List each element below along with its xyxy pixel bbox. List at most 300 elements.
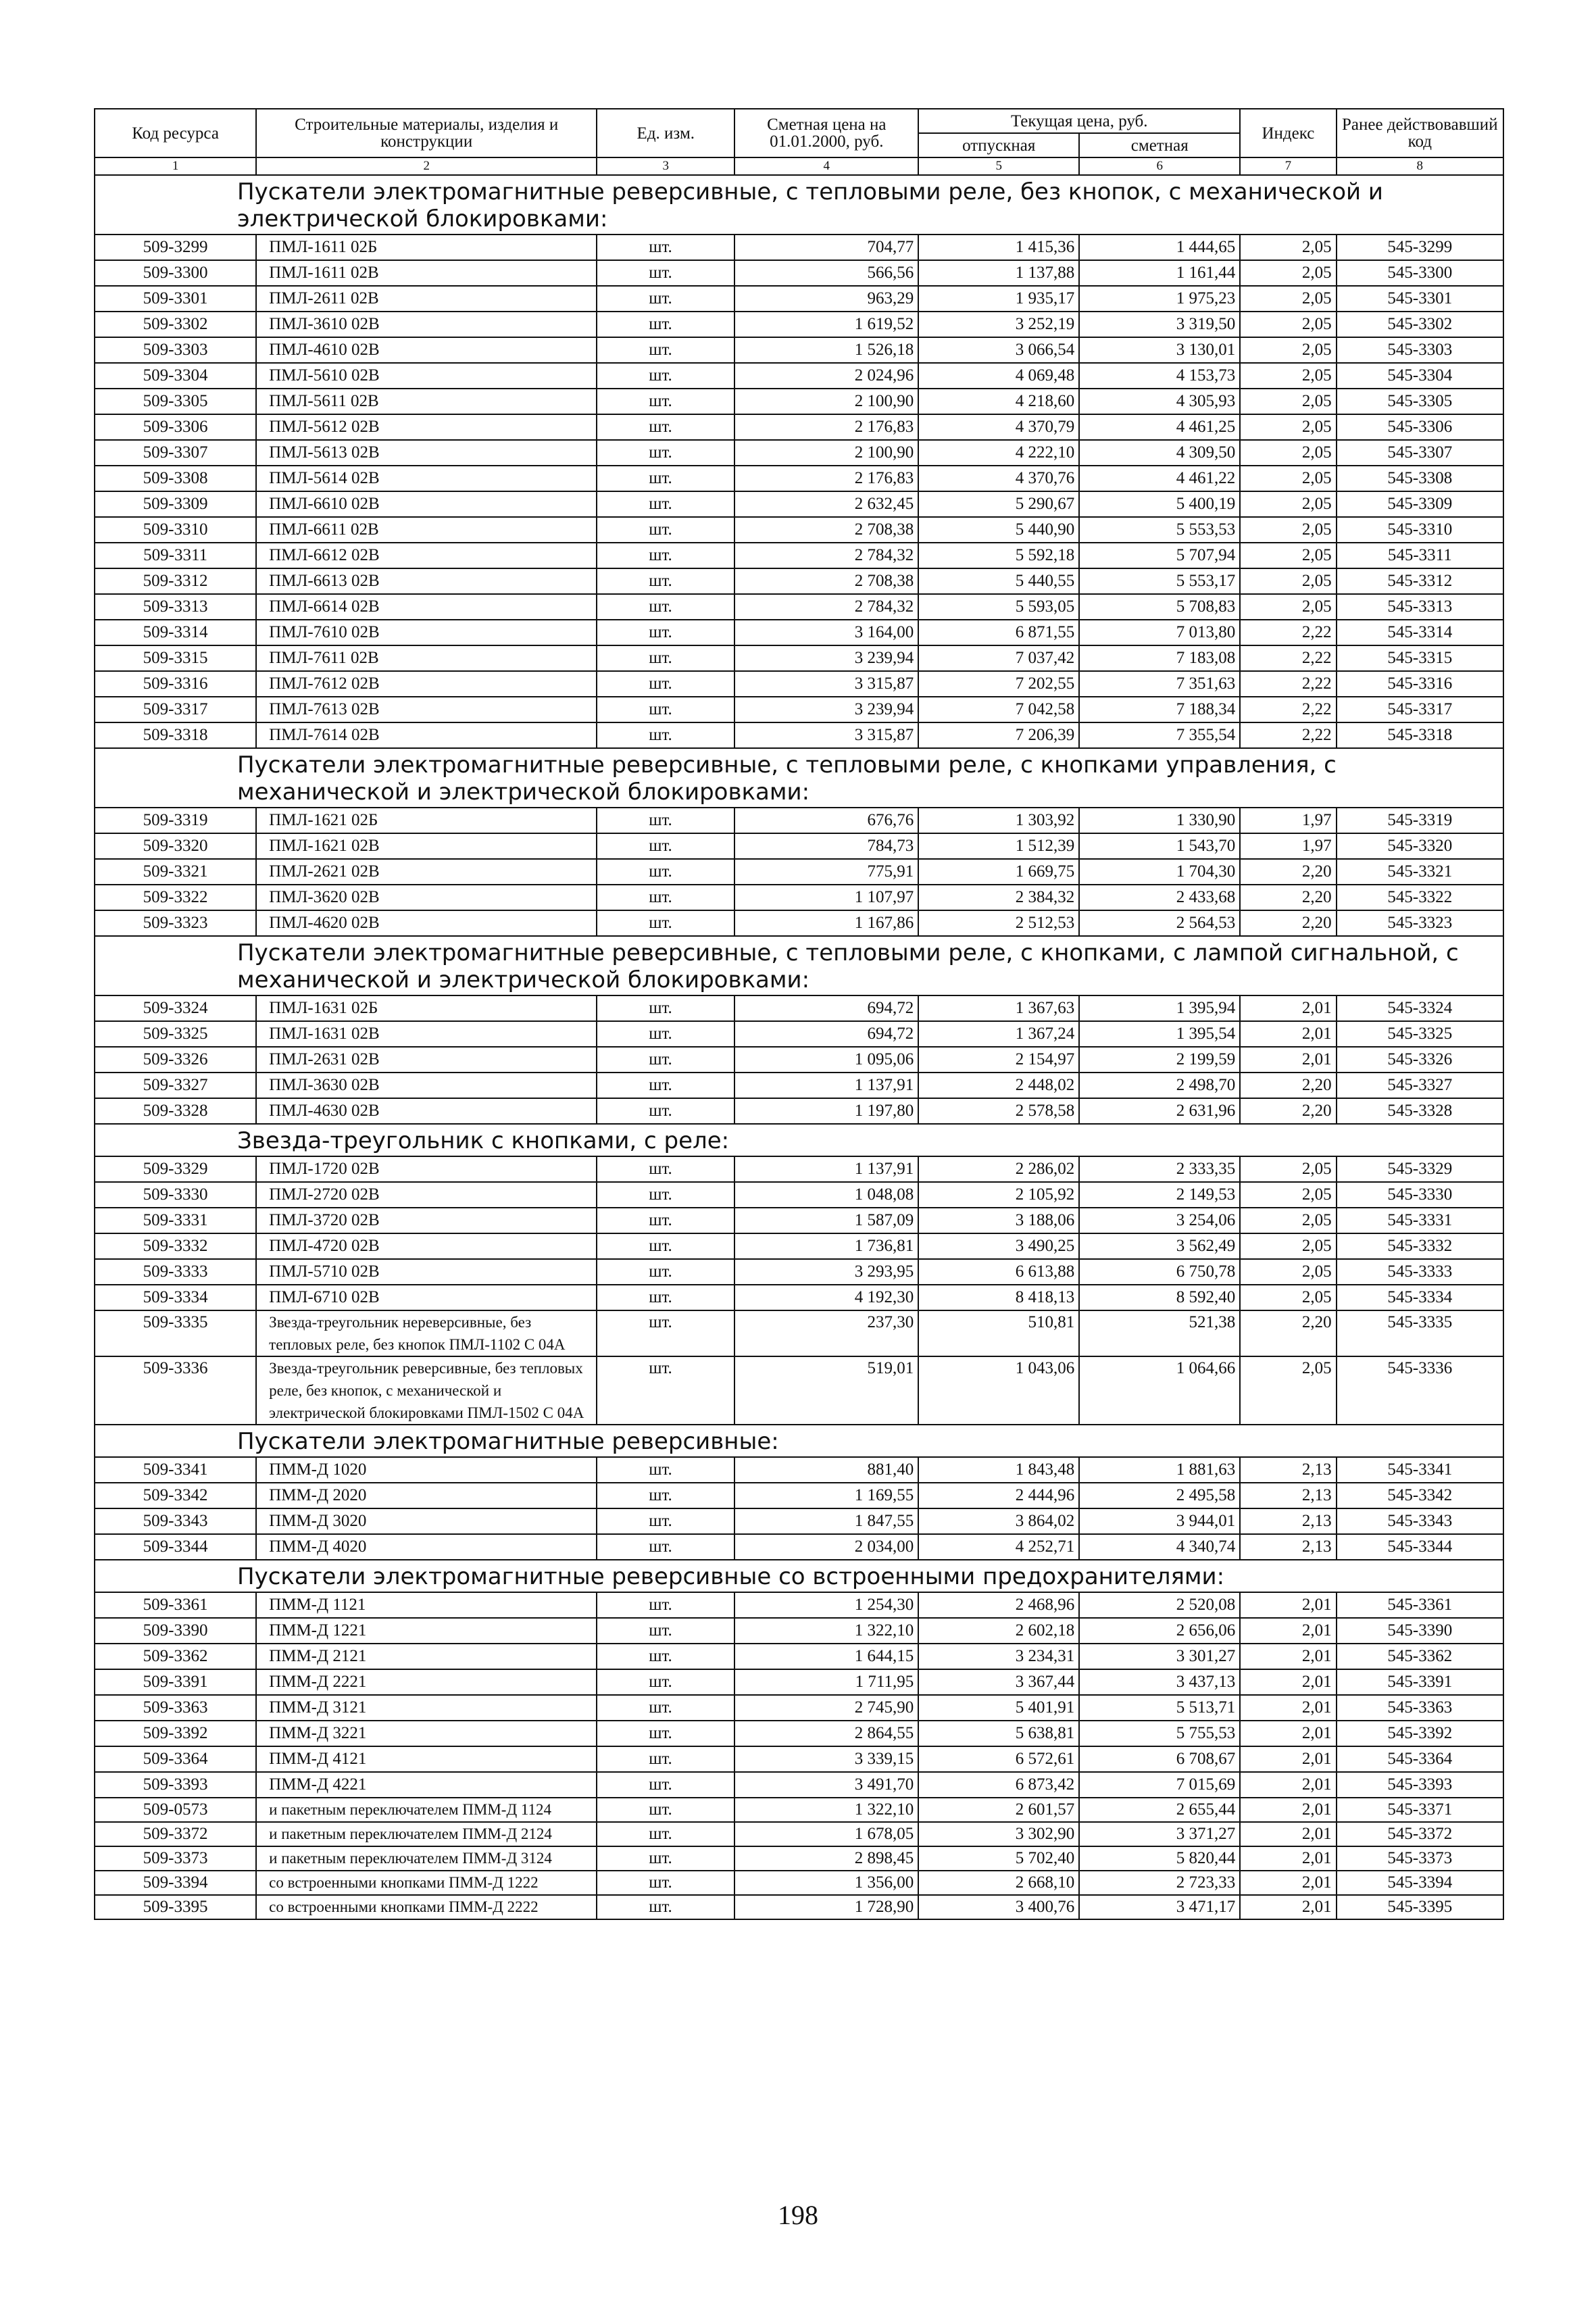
- cell-estimate-price: 2 723,33: [1079, 1871, 1240, 1895]
- cell-unit: шт.: [597, 1098, 734, 1124]
- cell-estimate-price: 2 149,53: [1079, 1182, 1240, 1208]
- cell-name: ПММ-Д 2221: [256, 1669, 597, 1695]
- cell-name: ПМЛ-6613 02В: [256, 568, 597, 594]
- cell-base-price: 2 100,90: [734, 440, 918, 466]
- cell-prev-code: 545-3393: [1337, 1772, 1503, 1798]
- table-row: [95, 337, 1503, 363]
- cell-base-price: 519,01: [734, 1356, 918, 1425]
- cell-name: ПМЛ-5610 02В: [256, 363, 597, 389]
- cell-wholesale-price: 3 490,25: [918, 1233, 1079, 1259]
- cell-index: 2,05: [1240, 1233, 1336, 1259]
- cell-prev-code: 545-3371: [1337, 1798, 1503, 1822]
- cell-base-price: 2 024,96: [734, 363, 918, 389]
- cell-unit: шт.: [597, 1534, 734, 1560]
- cell-index: 2,22: [1240, 671, 1336, 697]
- cell-wholesale-price: 1 303,92: [918, 808, 1079, 833]
- table-row: [95, 286, 1503, 312]
- cell-index: 2,05: [1240, 312, 1336, 337]
- cell-estimate-price: 5 755,53: [1079, 1721, 1240, 1746]
- cell-wholesale-price: 2 444,96: [918, 1483, 1079, 1508]
- cell-prev-code: 545-3343: [1337, 1508, 1503, 1534]
- cell-estimate-price: 2 498,70: [1079, 1073, 1240, 1098]
- cell-wholesale-price: 5 638,81: [918, 1721, 1079, 1746]
- cell-name: ПМЛ-1611 02Б: [256, 235, 597, 260]
- cell-estimate-price: 5 707,94: [1079, 543, 1240, 568]
- cell-base-price: 3 293,95: [734, 1259, 918, 1285]
- cell-wholesale-price: 2 668,10: [918, 1871, 1079, 1895]
- cell-wholesale-price: 510,81: [918, 1310, 1079, 1356]
- cell-base-price: 1 356,00: [734, 1871, 918, 1895]
- cell-unit: шт.: [597, 1182, 734, 1208]
- table-row: [95, 1098, 1503, 1124]
- cell-wholesale-price: 2 105,92: [918, 1182, 1079, 1208]
- cell-index: 2,01: [1240, 1822, 1336, 1846]
- cell-base-price: 1 526,18: [734, 337, 918, 363]
- header-index: Индекс: [1240, 109, 1336, 157]
- cell-index: 2,05: [1240, 1356, 1336, 1425]
- section-title: Пускатели электромагнитные реверсивные, с тепловыми реле, с кнопками управления, с механической и электрической блокировками:: [95, 748, 1503, 808]
- cell-base-price: 1 322,10: [734, 1618, 918, 1644]
- cell-name: ПМЛ-3610 02В: [256, 312, 597, 337]
- cell-unit: шт.: [597, 1798, 734, 1822]
- cell-code: 509-3328: [95, 1098, 256, 1124]
- cell-name: ПМЛ-4620 02В: [256, 910, 597, 936]
- cell-estimate-price: 5 820,44: [1079, 1846, 1240, 1871]
- cell-name: ПМЛ-5612 02В: [256, 414, 597, 440]
- cell-base-price: 1 167,86: [734, 910, 918, 936]
- cell-prev-code: 545-3392: [1337, 1721, 1503, 1746]
- table-row: [95, 543, 1503, 568]
- cell-base-price: 3 164,00: [734, 620, 918, 645]
- cell-wholesale-price: 4 370,79: [918, 414, 1079, 440]
- table-row: [95, 1021, 1503, 1047]
- cell-unit: шт.: [597, 910, 734, 936]
- cell-base-price: 2 708,38: [734, 568, 918, 594]
- cell-prev-code: 545-3305: [1337, 389, 1503, 414]
- table-row: [95, 260, 1503, 286]
- cell-estimate-price: 3 944,01: [1079, 1508, 1240, 1534]
- cell-unit: шт.: [597, 1695, 734, 1721]
- cell-code: 509-3341: [95, 1457, 256, 1483]
- cell-code: 509-3392: [95, 1721, 256, 1746]
- cell-base-price: 2 176,83: [734, 414, 918, 440]
- price-table: [94, 108, 1504, 1920]
- table-row: [95, 440, 1503, 466]
- cell-index: 2,05: [1240, 235, 1336, 260]
- cell-estimate-price: 4 461,25: [1079, 414, 1240, 440]
- header-prev-code: Ранее действовавший код: [1337, 109, 1503, 157]
- cell-unit: шт.: [597, 1208, 734, 1233]
- cell-name: ПМЛ-1720 02В: [256, 1156, 597, 1182]
- cell-prev-code: 545-3373: [1337, 1846, 1503, 1871]
- cell-estimate-price: 3 301,27: [1079, 1644, 1240, 1669]
- cell-wholesale-price: 3 400,76: [918, 1895, 1079, 1919]
- cell-prev-code: 545-3325: [1337, 1021, 1503, 1047]
- cell-index: 2,01: [1240, 1618, 1336, 1644]
- cell-base-price: 1 619,52: [734, 312, 918, 337]
- cell-prev-code: 545-3334: [1337, 1285, 1503, 1310]
- cell-unit: шт.: [597, 1508, 734, 1534]
- header-current-price: Текущая цена, руб.: [918, 109, 1240, 133]
- cell-estimate-price: 3 562,49: [1079, 1233, 1240, 1259]
- cell-index: 2,05: [1240, 1285, 1336, 1310]
- cell-wholesale-price: 2 512,53: [918, 910, 1079, 936]
- cell-name: ПММ-Д 3221: [256, 1721, 597, 1746]
- cell-estimate-price: 5 400,19: [1079, 491, 1240, 517]
- section-title: Пускатели электромагнитные реверсивные со встроенными предохранителями:: [95, 1560, 1503, 1592]
- cell-base-price: 775,91: [734, 859, 918, 885]
- cell-index: 2,20: [1240, 1098, 1336, 1124]
- table-row: [95, 1534, 1503, 1560]
- cell-name: ПМЛ-7613 02В: [256, 697, 597, 722]
- cell-unit: шт.: [597, 1047, 734, 1073]
- cell-estimate-price: 7 015,69: [1079, 1772, 1240, 1798]
- table-row: [95, 466, 1503, 491]
- table-row: [95, 1618, 1503, 1644]
- section-header-row: [95, 748, 1503, 808]
- cell-wholesale-price: 1 843,48: [918, 1457, 1079, 1483]
- table-row: [95, 620, 1503, 645]
- cell-base-price: 566,56: [734, 260, 918, 286]
- cell-unit: шт.: [597, 543, 734, 568]
- cell-name: ПМЛ-1611 02В: [256, 260, 597, 286]
- cell-wholesale-price: 5 290,67: [918, 491, 1079, 517]
- cell-code: 509-3373: [95, 1846, 256, 1871]
- cell-wholesale-price: 4 218,60: [918, 389, 1079, 414]
- cell-prev-code: 545-3391: [1337, 1669, 1503, 1695]
- table-row: [95, 995, 1503, 1021]
- cell-estimate-price: 7 013,80: [1079, 620, 1240, 645]
- cell-estimate-price: 2 656,06: [1079, 1618, 1240, 1644]
- cell-code: 509-3319: [95, 808, 256, 833]
- cell-prev-code: 545-3336: [1337, 1356, 1503, 1425]
- cell-wholesale-price: 1 137,88: [918, 260, 1079, 286]
- header-base-price: Сметная цена на 01.01.2000, руб.: [734, 109, 918, 157]
- cell-index: 2,01: [1240, 1846, 1336, 1871]
- section-title: Пускатели электромагнитные реверсивные, с тепловыми реле, без кнопок, с механической и электрической блокировками:: [95, 175, 1503, 235]
- cell-prev-code: 545-3315: [1337, 645, 1503, 671]
- cell-name: ПММ-Д 2020: [256, 1483, 597, 1508]
- cell-prev-code: 545-3324: [1337, 995, 1503, 1021]
- cell-name: ПМЛ-2621 02В: [256, 859, 597, 885]
- cell-estimate-price: 6 750,78: [1079, 1259, 1240, 1285]
- cell-wholesale-price: 5 440,90: [918, 517, 1079, 543]
- table-row: [95, 1695, 1503, 1721]
- cell-name: ПММ-Д 4020: [256, 1534, 597, 1560]
- cell-name: Звезда-треугольник реверсивные, без тепловых реле, без кнопок, с механической и электрической блокировками ПМЛ-1502 С 04А: [256, 1356, 597, 1425]
- cell-base-price: 1 095,06: [734, 1047, 918, 1073]
- cell-base-price: 2 034,00: [734, 1534, 918, 1560]
- cell-wholesale-price: 3 252,19: [918, 312, 1079, 337]
- table-row: [95, 1669, 1503, 1695]
- cell-unit: шт.: [597, 885, 734, 910]
- cell-base-price: 1 711,95: [734, 1669, 918, 1695]
- cell-code: 509-3364: [95, 1746, 256, 1772]
- header-row: [95, 109, 1503, 133]
- cell-code: 509-3343: [95, 1508, 256, 1534]
- cell-index: 2,05: [1240, 337, 1336, 363]
- cell-unit: шт.: [597, 859, 734, 885]
- cell-wholesale-price: 1 415,36: [918, 235, 1079, 260]
- table-row: [95, 594, 1503, 620]
- cell-code: 509-3327: [95, 1073, 256, 1098]
- cell-index: 2,01: [1240, 1772, 1336, 1798]
- cell-prev-code: 545-3344: [1337, 1534, 1503, 1560]
- cell-prev-code: 545-3372: [1337, 1822, 1503, 1846]
- cell-estimate-price: 2 495,58: [1079, 1483, 1240, 1508]
- table-row: [95, 808, 1503, 833]
- cell-prev-code: 545-3314: [1337, 620, 1503, 645]
- cell-base-price: 963,29: [734, 286, 918, 312]
- cell-base-price: 3 239,94: [734, 697, 918, 722]
- cell-name: ПММ-Д 4121: [256, 1746, 597, 1772]
- cell-index: 2,05: [1240, 543, 1336, 568]
- col-number: 7: [1240, 157, 1336, 175]
- cell-prev-code: 545-3299: [1337, 235, 1503, 260]
- cell-code: 509-3322: [95, 885, 256, 910]
- cell-estimate-price: 4 340,74: [1079, 1534, 1240, 1560]
- cell-index: 2,20: [1240, 910, 1336, 936]
- table-row: [95, 1356, 1503, 1425]
- cell-base-price: 2 176,83: [734, 466, 918, 491]
- cell-unit: шт.: [597, 722, 734, 748]
- cell-wholesale-price: 7 202,55: [918, 671, 1079, 697]
- cell-prev-code: 545-3309: [1337, 491, 1503, 517]
- cell-estimate-price: 1 064,66: [1079, 1356, 1240, 1425]
- cell-unit: шт.: [597, 286, 734, 312]
- cell-index: 2,05: [1240, 568, 1336, 594]
- cell-index: 2,20: [1240, 885, 1336, 910]
- section-title: Пускатели электромагнитные реверсивные:: [95, 1425, 1503, 1457]
- cell-prev-code: 545-3327: [1337, 1073, 1503, 1098]
- cell-base-price: 2 784,32: [734, 594, 918, 620]
- table-row: [95, 697, 1503, 722]
- cell-code: 509-3321: [95, 859, 256, 885]
- cell-name: ПМЛ-6611 02В: [256, 517, 597, 543]
- table-row: [95, 885, 1503, 910]
- cell-prev-code: 545-3311: [1337, 543, 1503, 568]
- page-number: 198: [778, 2200, 818, 2230]
- cell-prev-code: 545-3329: [1337, 1156, 1503, 1182]
- cell-unit: шт.: [597, 1310, 734, 1356]
- cell-prev-code: 545-3323: [1337, 910, 1503, 936]
- cell-estimate-price: 1 975,23: [1079, 286, 1240, 312]
- cell-estimate-price: 2 433,68: [1079, 885, 1240, 910]
- cell-code: 509-3333: [95, 1259, 256, 1285]
- cell-base-price: 1 587,09: [734, 1208, 918, 1233]
- cell-prev-code: 545-3363: [1337, 1695, 1503, 1721]
- cell-code: 509-3317: [95, 697, 256, 722]
- cell-wholesale-price: 3 066,54: [918, 337, 1079, 363]
- cell-index: 2,01: [1240, 1644, 1336, 1669]
- cell-code: 509-3309: [95, 491, 256, 517]
- cell-unit: шт.: [597, 568, 734, 594]
- table-row: [95, 671, 1503, 697]
- cell-base-price: 694,72: [734, 995, 918, 1021]
- cell-index: 2,05: [1240, 491, 1336, 517]
- cell-wholesale-price: 2 448,02: [918, 1073, 1079, 1098]
- cell-index: 2,13: [1240, 1508, 1336, 1534]
- cell-unit: шт.: [597, 466, 734, 491]
- header-materials: Строительные материалы, изделия и конструкции: [256, 109, 597, 157]
- cell-estimate-price: 2 655,44: [1079, 1798, 1240, 1822]
- table-row: [95, 1285, 1503, 1310]
- cell-base-price: 2 708,38: [734, 517, 918, 543]
- cell-base-price: 881,40: [734, 1457, 918, 1483]
- cell-unit: шт.: [597, 389, 734, 414]
- cell-index: 2,05: [1240, 517, 1336, 543]
- cell-estimate-price: 8 592,40: [1079, 1285, 1240, 1310]
- cell-index: 2,22: [1240, 697, 1336, 722]
- cell-name: ПМЛ-1631 02В: [256, 1021, 597, 1047]
- cell-index: 2,05: [1240, 260, 1336, 286]
- cell-index: 1,97: [1240, 833, 1336, 859]
- cell-unit: шт.: [597, 1772, 734, 1798]
- section-header-row: [95, 1560, 1503, 1592]
- cell-name: ПМЛ-6612 02В: [256, 543, 597, 568]
- cell-estimate-price: 521,38: [1079, 1310, 1240, 1356]
- cell-name: ПМЛ-3720 02В: [256, 1208, 597, 1233]
- table-row: [95, 1871, 1503, 1895]
- cell-unit: шт.: [597, 594, 734, 620]
- table-row: [95, 1772, 1503, 1798]
- cell-name: ПММ-Д 1221: [256, 1618, 597, 1644]
- cell-code: 509-3361: [95, 1592, 256, 1618]
- cell-wholesale-price: 1 043,06: [918, 1356, 1079, 1425]
- table-row: [95, 1483, 1503, 1508]
- table-body: [95, 175, 1503, 1919]
- cell-prev-code: 545-3301: [1337, 286, 1503, 312]
- cell-name: ПМЛ-1621 02В: [256, 833, 597, 859]
- cell-base-price: 2 745,90: [734, 1695, 918, 1721]
- cell-base-price: 676,76: [734, 808, 918, 833]
- section-header-row: [95, 1124, 1503, 1156]
- cell-name: Звезда-треугольник нереверсивные, без тепловых реле, без кнопок ПМЛ-1102 С 04А: [256, 1310, 597, 1356]
- cell-base-price: 3 315,87: [734, 671, 918, 697]
- cell-wholesale-price: 1 935,17: [918, 286, 1079, 312]
- col-number: 6: [1079, 157, 1240, 175]
- table-row: [95, 568, 1503, 594]
- cell-base-price: 2 100,90: [734, 389, 918, 414]
- cell-estimate-price: 7 188,34: [1079, 697, 1240, 722]
- cell-estimate-price: 5 513,71: [1079, 1695, 1240, 1721]
- table-row: [95, 1822, 1503, 1846]
- cell-index: 2,13: [1240, 1457, 1336, 1483]
- cell-prev-code: 545-3307: [1337, 440, 1503, 466]
- cell-code: 509-3334: [95, 1285, 256, 1310]
- table-row: [95, 517, 1503, 543]
- cell-base-price: 1 107,97: [734, 885, 918, 910]
- table-row: [95, 1721, 1503, 1746]
- cell-unit: шт.: [597, 1021, 734, 1047]
- cell-prev-code: 545-3390: [1337, 1618, 1503, 1644]
- cell-name: ПММ-Д 3020: [256, 1508, 597, 1534]
- cell-index: 2,05: [1240, 440, 1336, 466]
- cell-prev-code: 545-3317: [1337, 697, 1503, 722]
- cell-wholesale-price: 7 206,39: [918, 722, 1079, 748]
- cell-prev-code: 545-3328: [1337, 1098, 1503, 1124]
- cell-index: 2,01: [1240, 1871, 1336, 1895]
- cell-name: ПМЛ-3630 02В: [256, 1073, 597, 1098]
- cell-name: ПМЛ-7611 02В: [256, 645, 597, 671]
- cell-index: 2,01: [1240, 1721, 1336, 1746]
- table-row: [95, 1208, 1503, 1233]
- col-number: 1: [95, 157, 256, 175]
- cell-prev-code: 545-3394: [1337, 1871, 1503, 1895]
- cell-prev-code: 545-3320: [1337, 833, 1503, 859]
- cell-code: 509-3330: [95, 1182, 256, 1208]
- cell-code: 509-3329: [95, 1156, 256, 1182]
- cell-code: 509-3331: [95, 1208, 256, 1233]
- cell-wholesale-price: 2 578,58: [918, 1098, 1079, 1124]
- cell-name: со встроенными кнопками ПММ-Д 2222: [256, 1895, 597, 1919]
- cell-estimate-price: 1 444,65: [1079, 235, 1240, 260]
- cell-base-price: 1 197,80: [734, 1098, 918, 1124]
- cell-unit: шт.: [597, 1871, 734, 1895]
- header-wholesale: отпускная: [918, 133, 1079, 157]
- cell-base-price: 1 728,90: [734, 1895, 918, 1919]
- cell-code: 509-3336: [95, 1356, 256, 1425]
- cell-code: 509-3302: [95, 312, 256, 337]
- cell-name: со встроенными кнопками ПММ-Д 1222: [256, 1871, 597, 1895]
- cell-name: ПМЛ-2611 02В: [256, 286, 597, 312]
- cell-base-price: 1 847,55: [734, 1508, 918, 1534]
- cell-base-price: 3 239,94: [734, 645, 918, 671]
- cell-code: 509-3300: [95, 260, 256, 286]
- cell-prev-code: 545-3316: [1337, 671, 1503, 697]
- price-table-sheet: [94, 108, 1504, 1920]
- cell-estimate-price: 5 708,83: [1079, 594, 1240, 620]
- cell-index: 2,05: [1240, 1208, 1336, 1233]
- cell-prev-code: 545-3332: [1337, 1233, 1503, 1259]
- cell-index: 2,01: [1240, 1592, 1336, 1618]
- cell-index: 2,05: [1240, 1156, 1336, 1182]
- cell-code: 509-3362: [95, 1644, 256, 1669]
- cell-name: ПМЛ-6614 02В: [256, 594, 597, 620]
- cell-wholesale-price: 4 370,76: [918, 466, 1079, 491]
- cell-prev-code: 545-3342: [1337, 1483, 1503, 1508]
- cell-prev-code: 545-3331: [1337, 1208, 1503, 1233]
- cell-name: ПМЛ-4630 02В: [256, 1098, 597, 1124]
- table-row: [95, 1846, 1503, 1871]
- cell-code: 509-3314: [95, 620, 256, 645]
- cell-wholesale-price: 5 440,55: [918, 568, 1079, 594]
- cell-code: 509-3316: [95, 671, 256, 697]
- cell-prev-code: 545-3335: [1337, 1310, 1503, 1356]
- cell-estimate-price: 1 704,30: [1079, 859, 1240, 885]
- cell-name: ПМЛ-7612 02В: [256, 671, 597, 697]
- cell-unit: шт.: [597, 1285, 734, 1310]
- cell-unit: шт.: [597, 645, 734, 671]
- cell-code: 509-3307: [95, 440, 256, 466]
- cell-estimate-price: 6 708,67: [1079, 1746, 1240, 1772]
- cell-index: 2,05: [1240, 466, 1336, 491]
- table-row: [95, 910, 1503, 936]
- cell-base-price: 1 254,30: [734, 1592, 918, 1618]
- cell-prev-code: 545-3304: [1337, 363, 1503, 389]
- cell-base-price: 1 736,81: [734, 1233, 918, 1259]
- cell-estimate-price: 1 395,54: [1079, 1021, 1240, 1047]
- table-row: [95, 235, 1503, 260]
- cell-code: 509-3394: [95, 1871, 256, 1895]
- cell-index: 1,97: [1240, 808, 1336, 833]
- cell-unit: шт.: [597, 363, 734, 389]
- section-header-row: [95, 1425, 1503, 1457]
- cell-name: ПММ-Д 1121: [256, 1592, 597, 1618]
- cell-wholesale-price: 4 222,10: [918, 440, 1079, 466]
- cell-unit: шт.: [597, 1721, 734, 1746]
- cell-index: 2,13: [1240, 1534, 1336, 1560]
